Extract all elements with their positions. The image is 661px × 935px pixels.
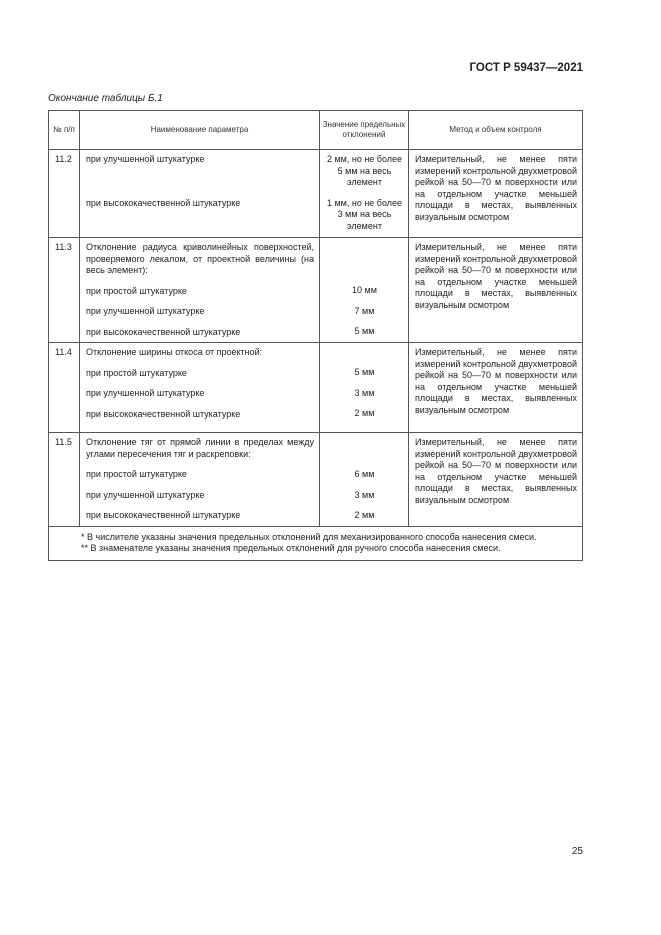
header-method: Метод и объем контроля xyxy=(409,111,583,150)
param-cell xyxy=(80,150,320,238)
table-header-row xyxy=(49,111,583,150)
header-param: Наименование параметра xyxy=(80,111,320,150)
param-title: Отклонение ширины откоса от проектной: xyxy=(86,347,263,357)
table-caption: Окончание таблицы Б.1 xyxy=(48,93,163,104)
row-number: 11.4 xyxy=(49,343,80,433)
param-item: при высококачественной штукатурке xyxy=(86,326,241,337)
param-title: Отклонение тяг от прямой линии в пределах между углами пересечения тяг и раскреповки: xyxy=(86,437,314,459)
table-row xyxy=(49,433,583,527)
method-cell: Измерительный, не менее пяти измерений контрольной двухметровой рейкой на 50—70 м поверхности или на отдельном участке меньшей площади в местах, выявленных визуальным осмотром xyxy=(409,150,583,238)
value-cell xyxy=(320,150,409,238)
table-row xyxy=(49,150,583,238)
parameters-table xyxy=(48,110,583,561)
value-item: 3 мм xyxy=(354,489,375,500)
param-item: при простой штукатурке xyxy=(86,285,187,296)
value-item: 5 мм xyxy=(354,326,375,336)
param-cell xyxy=(80,433,320,527)
value-item: 3 мм xyxy=(354,387,375,398)
footnotes-cell xyxy=(49,526,583,560)
param-cell xyxy=(80,343,320,433)
method-cell: Измерительный, не менее пяти измерений контрольной двухметровой рейкой на 50—70 м поверхности или на отдельном участке меньшей площади в местах, выявленных визуальным осмотром xyxy=(409,433,583,527)
value-item: 6 мм xyxy=(354,469,375,479)
param-cell xyxy=(80,238,320,343)
page-number: 25 xyxy=(571,846,583,857)
value-item: 1 мм, но не более 3 мм на весь элемент xyxy=(326,197,403,231)
value-item: 5 мм xyxy=(354,367,375,377)
table-row xyxy=(49,238,583,343)
param-item: при улучшенной штукатурке xyxy=(86,306,205,316)
value-cell xyxy=(320,238,409,343)
row-number: 11.2 xyxy=(49,150,80,238)
footnotes-row xyxy=(49,526,583,560)
table-row xyxy=(49,343,583,433)
param-item: при улучшенной штукатурке xyxy=(86,154,205,164)
value-item: 7 мм xyxy=(354,305,375,316)
param-title: Отклонение радиуса криволинейных поверхностей, проверяемого лекалом, от проектной величины (на весь элемент): xyxy=(86,242,314,275)
document-code: ГОСТ Р 59437—2021 xyxy=(469,62,583,74)
param-item: при простой штукатурке xyxy=(86,367,187,378)
value-cell xyxy=(320,433,409,527)
method-cell: Измерительный, не менее пяти измерений контрольной двухметровой рейкой на 50—70 м поверхности или на отдельном участке меньшей площади в местах, выявленных визуальным осмотром xyxy=(409,343,583,433)
value-item: 10 мм xyxy=(352,285,377,295)
footnote: ** В знаменателе указаны значения предельных отклонений для ручного способа нанесения смеси. xyxy=(81,543,501,553)
method-cell: Измерительный, не менее пяти измерений контрольной двухметровой рейкой на 50—70 м поверхности или на отдельном участке меньшей площади в местах, выявленных визуальным осмотром xyxy=(409,238,583,343)
value-item: 2 мм xyxy=(354,510,375,520)
param-item: при улучшенной штукатурке xyxy=(86,489,205,500)
param-item: при простой штукатурке xyxy=(86,469,187,479)
header-value: Значение предельных отклонений xyxy=(320,111,409,150)
param-item: при высококачественной штукатурке xyxy=(86,408,241,419)
row-number: 11.5 xyxy=(49,433,80,527)
param-item: при высококачественной штукатурке xyxy=(86,197,241,208)
row-number: 11.3 xyxy=(49,238,80,343)
value-item: 2 мм, но не более 5 мм на весь элемент xyxy=(326,154,403,187)
footnote: * В числителе указаны значения предельных отклонений для механизированного способа нанесения смеси. xyxy=(81,531,537,542)
value-item: 2 мм xyxy=(354,408,375,418)
param-item: при улучшенной штукатурке xyxy=(86,388,205,398)
param-item: при высококачественной штукатурке xyxy=(86,510,241,520)
header-num: № п/п xyxy=(49,111,80,150)
value-cell xyxy=(320,343,409,433)
